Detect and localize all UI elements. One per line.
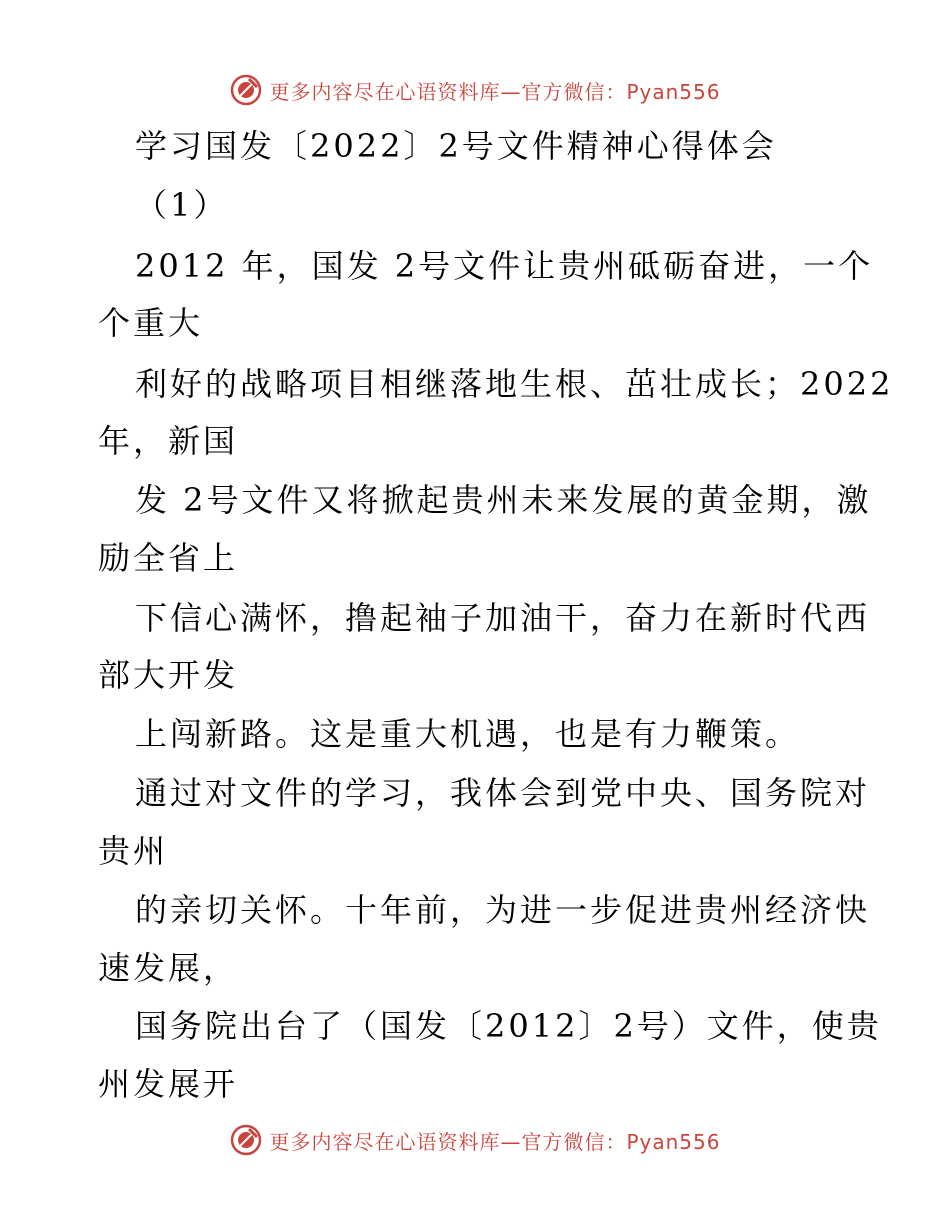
paragraph-line: 2012 年，国发 2号文件让贵州砥砺奋进，一个 bbox=[135, 247, 874, 285]
paragraph-line: 上闯新路。这是重大机遇，也是有力鞭策。 bbox=[135, 715, 801, 753]
paragraph-line: 发 2号文件又将掀起贵州未来发展的黄金期，激 bbox=[135, 481, 872, 519]
paragraph-line: 州发展开 bbox=[98, 1065, 239, 1103]
paragraph-line: 励全省上 bbox=[98, 539, 239, 577]
paragraph-line: 贵州 bbox=[98, 832, 169, 870]
document-title: 学习国发〔2022〕2号文件精神心得体会 bbox=[135, 127, 777, 165]
red-seal-logo-icon bbox=[229, 73, 263, 107]
header-banner-text: 更多内容尽在心语资料库—官方微信：Pyan556 bbox=[269, 79, 721, 104]
paragraph-line: 个重大 bbox=[98, 304, 204, 342]
paragraph-line: 的亲切关怀。十年前，为进一步促进贵州经济快 bbox=[135, 891, 871, 929]
paragraph-line: 部大开发 bbox=[98, 656, 239, 694]
footer-banner-text: 更多内容尽在心语资料库—官方微信：Pyan556 bbox=[269, 1129, 721, 1154]
paragraph-line: 通过对文件的学习，我体会到党中央、国务院对 bbox=[135, 774, 871, 812]
section-number: （1） bbox=[135, 186, 229, 224]
paragraph-line: 年，新国 bbox=[98, 422, 239, 460]
header-banner bbox=[0, 70, 950, 110]
footer-banner bbox=[0, 1120, 950, 1160]
red-seal-logo-icon bbox=[229, 1123, 263, 1157]
paragraph-line: 速发展， bbox=[98, 949, 239, 987]
paragraph-line: 国务院出台了（国发〔2012〕2号）文件，使贵 bbox=[135, 1007, 882, 1045]
paragraph-line: 下信心满怀，撸起袖子加油干，奋力在新时代西 bbox=[135, 599, 871, 637]
paragraph-line: 利好的战略项目相继落地生根、茁壮成长；2022 bbox=[135, 365, 894, 403]
